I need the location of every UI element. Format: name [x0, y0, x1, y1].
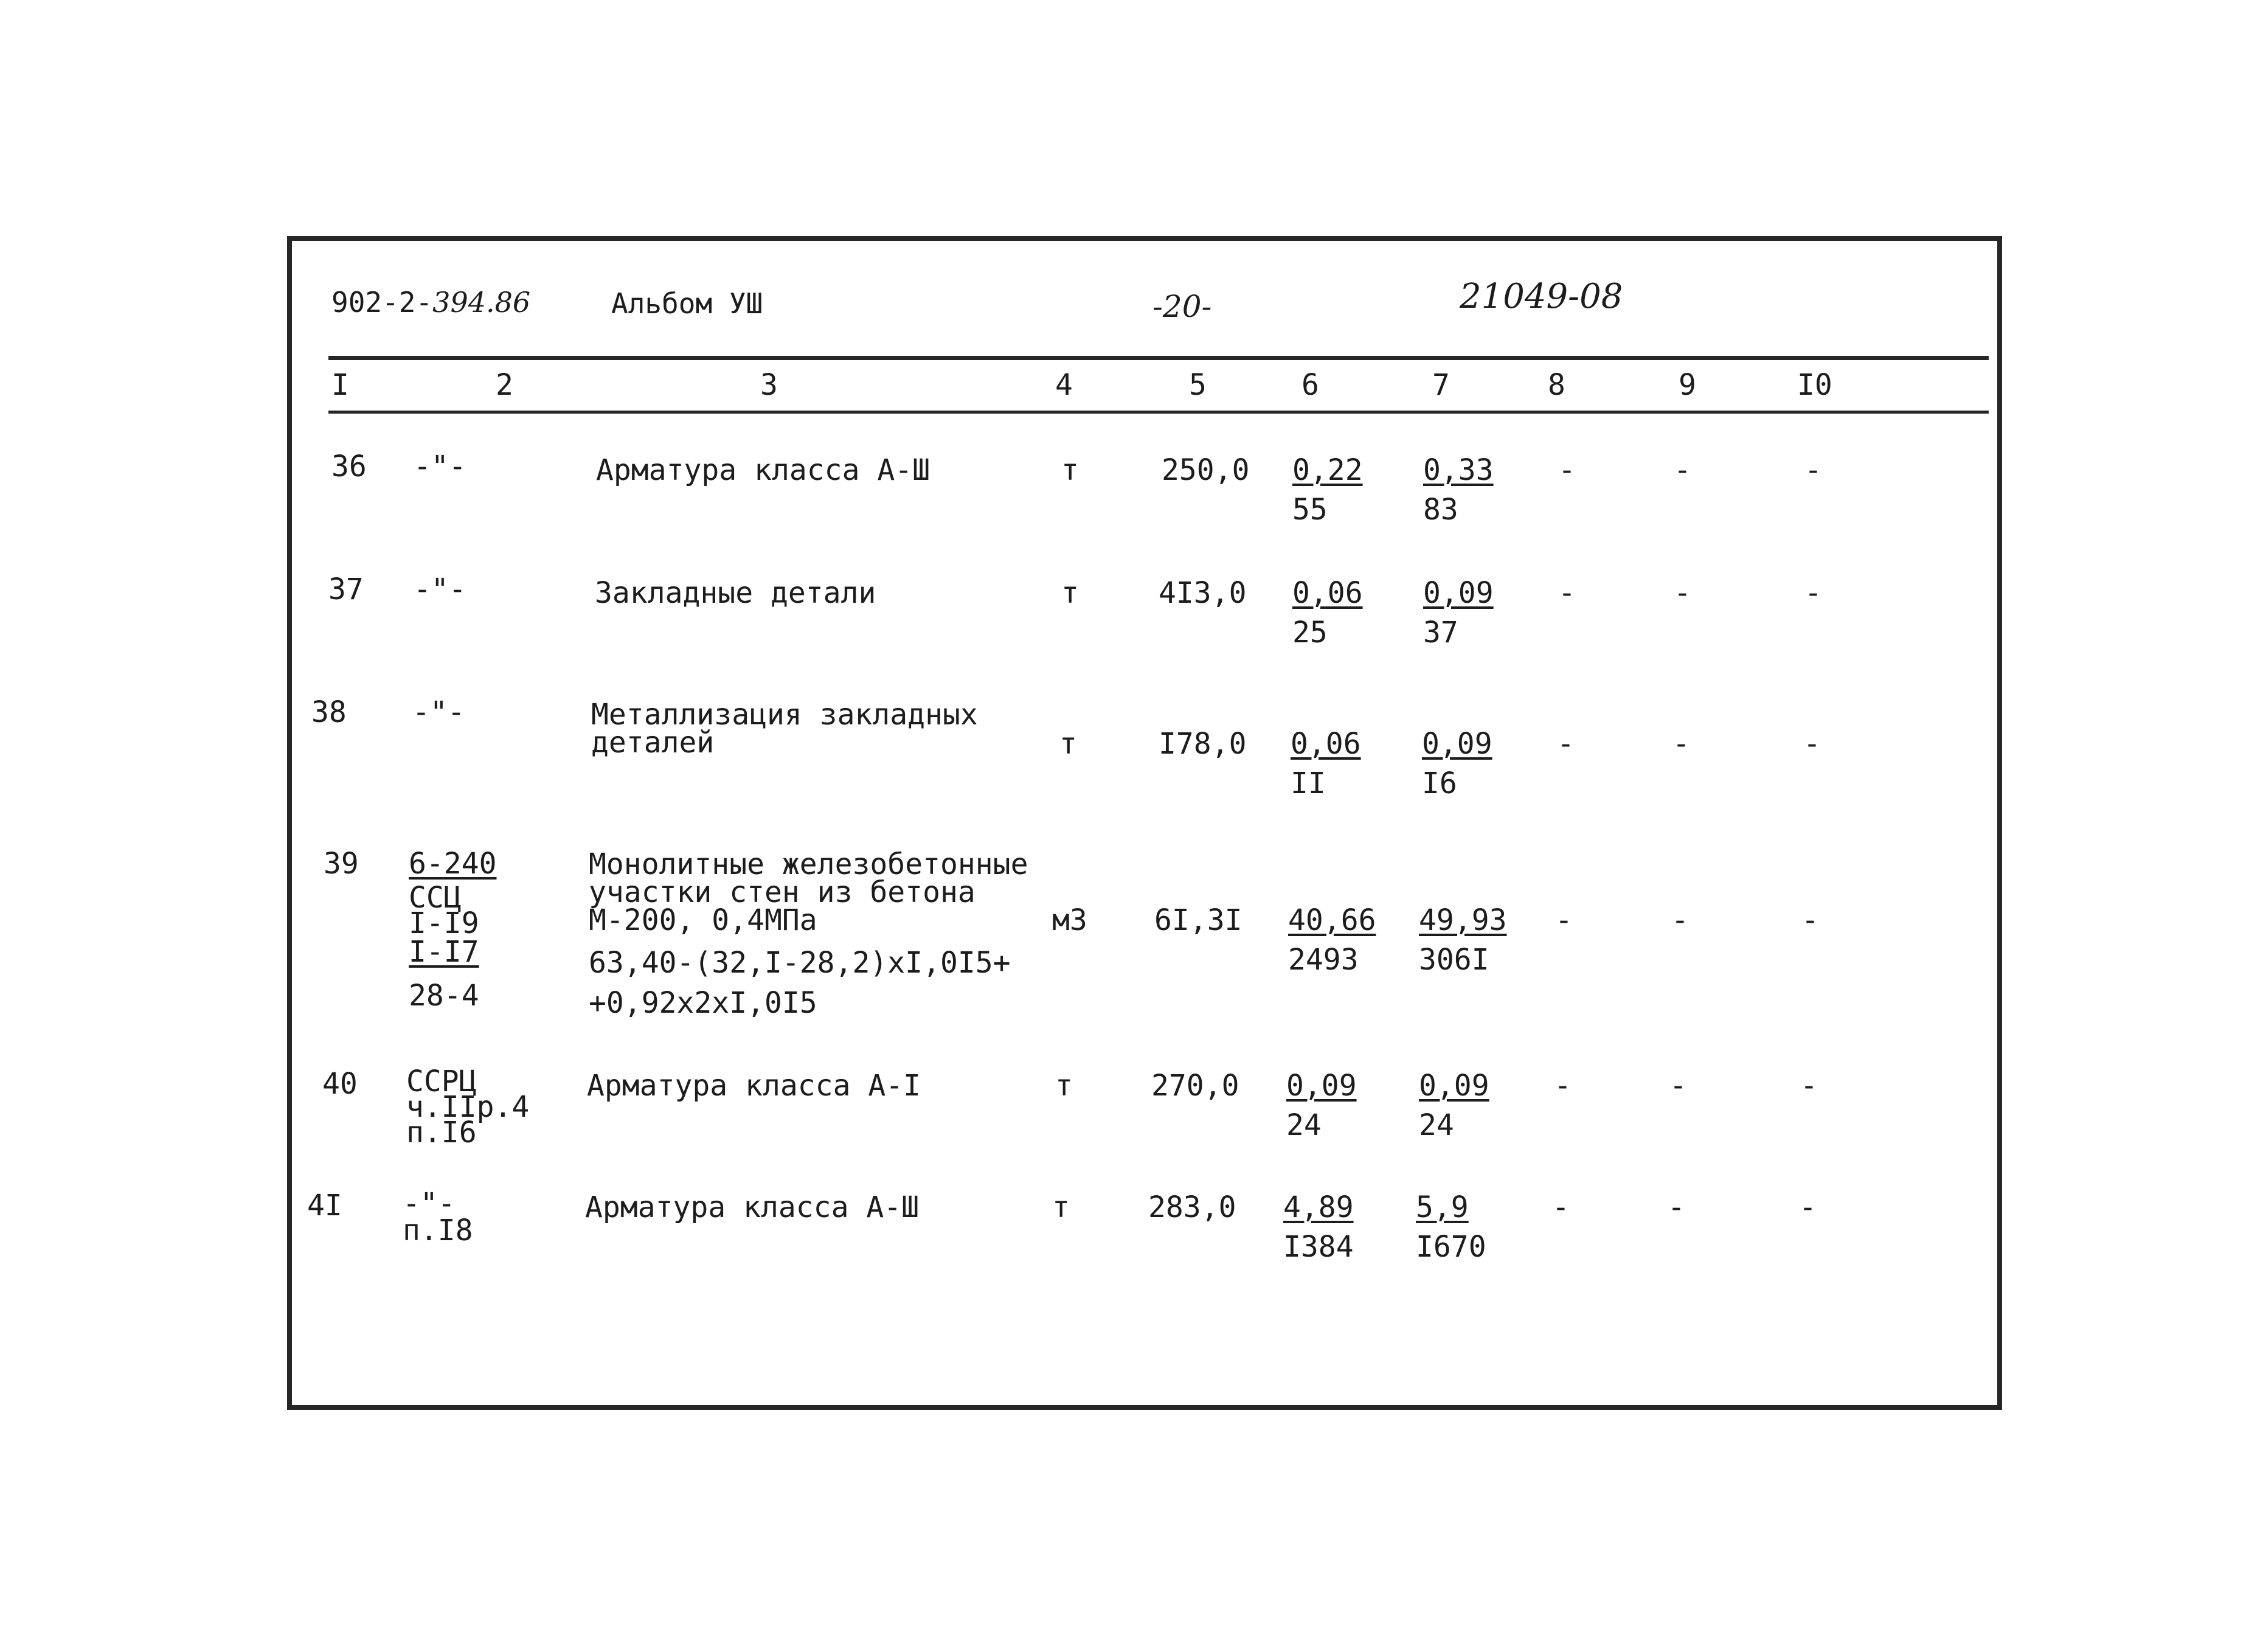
row-col8: - — [1557, 727, 1575, 761]
row-description: Закладные детали — [595, 576, 876, 610]
row-reference: ССРЦ ч.IIр.4 п.I6 — [406, 1064, 530, 1150]
row-col7-value: 0,09 — [1419, 1069, 1489, 1103]
row-col6-value: 0,06 — [1291, 727, 1361, 761]
row-col7-total: 37 — [1423, 616, 1458, 650]
row-quantity: 4I3,0 — [1159, 576, 1247, 610]
row-col6-total: 2493 — [1288, 943, 1359, 977]
album-label: Альбом УШ — [611, 287, 763, 320]
row-col7-value: 5,9 — [1416, 1190, 1469, 1224]
row-col6-value: 0,22 — [1292, 453, 1363, 487]
row-quantity: I78,0 — [1159, 727, 1247, 761]
row-col8: - — [1558, 576, 1576, 610]
row-col6-total: II — [1291, 766, 1326, 800]
col-header-8: 8 — [1548, 368, 1565, 402]
row-col9: - — [1672, 727, 1690, 761]
row-reference: -"- п.I8 — [403, 1187, 473, 1248]
row-reference-detail: ССЦ I-I9 — [409, 881, 479, 940]
row-description: Арматура класса А-I — [587, 1069, 921, 1103]
row-unit: т — [1052, 1190, 1070, 1224]
row-reference-detail-3: 28-4 — [409, 979, 479, 1013]
row-description: Металлизация закладных деталей — [591, 698, 978, 760]
row-col10: - — [1803, 727, 1821, 761]
row-reference: 6-240 — [409, 847, 497, 881]
row-description: Монолитные железобетонные участки стен из бетона М-200, 0,4МПа — [589, 847, 1028, 937]
row-col6-total: 55 — [1292, 493, 1328, 527]
row-col6-total: I384 — [1283, 1230, 1354, 1264]
row-col6-value: 40,66 — [1288, 903, 1376, 937]
col-header-10: I0 — [1797, 368, 1832, 402]
row-col7-value: 0,33 — [1423, 453, 1494, 487]
col-header-6: 6 — [1301, 368, 1319, 402]
row-col9: - — [1671, 903, 1689, 937]
row-number: 39 — [324, 847, 359, 881]
row-description: Арматура класса А-Ш — [596, 453, 930, 487]
row-number: 40 — [322, 1067, 358, 1101]
row-reference-detail-2: I-I7 — [409, 935, 479, 969]
row-description: Арматура класса А-Ш — [585, 1190, 920, 1224]
row-col6-total: 24 — [1286, 1108, 1322, 1142]
row-reference: -"- — [412, 695, 465, 729]
col-header-9: 9 — [1679, 368, 1696, 402]
col-header-1: I — [331, 368, 349, 402]
row-col6-value: 0,09 — [1286, 1069, 1357, 1103]
row-unit: м3 — [1052, 903, 1087, 937]
col-header-7: 7 — [1432, 368, 1450, 402]
row-quantity: 270,0 — [1151, 1069, 1239, 1103]
col-header-5: 5 — [1189, 368, 1207, 402]
row-col7-total: 83 — [1423, 493, 1458, 527]
row-unit: т — [1055, 1069, 1073, 1103]
doc-number: 21049-08 — [1460, 277, 1623, 316]
header-rule-top — [328, 356, 1989, 360]
row-col7-total: I670 — [1416, 1230, 1486, 1264]
row-col10: - — [1800, 1069, 1818, 1103]
doc-code — [331, 286, 530, 319]
row-unit: т — [1059, 727, 1077, 761]
row-col6-total: 25 — [1292, 616, 1328, 650]
row-col9: - — [1674, 453, 1691, 487]
row-col10: - — [1804, 453, 1822, 487]
row-col10: - — [1801, 903, 1819, 937]
row-col9: - — [1674, 576, 1691, 610]
doc-code-printed: 902-2- — [331, 286, 433, 319]
row-number: 37 — [328, 572, 364, 606]
row-quantity: 283,0 — [1148, 1190, 1236, 1224]
row-col7-total: 306I — [1419, 943, 1489, 977]
row-col9: - — [1669, 1069, 1687, 1103]
row-number: 38 — [311, 695, 347, 729]
header-rule-bottom — [328, 411, 1989, 414]
row-col10: - — [1799, 1190, 1817, 1224]
col-header-4: 4 — [1055, 368, 1073, 402]
row-col9: - — [1668, 1190, 1685, 1224]
page-number: -20- — [1152, 289, 1212, 324]
row-number: 36 — [331, 449, 367, 484]
row-col8: - — [1555, 903, 1573, 937]
col-header-3: 3 — [760, 368, 778, 402]
row-col7-total: 24 — [1419, 1108, 1454, 1142]
row-number: 4I — [307, 1189, 342, 1223]
row-reference: -"- — [414, 449, 466, 484]
row-col8: - — [1558, 453, 1576, 487]
row-quantity: 250,0 — [1162, 453, 1250, 487]
doc-code-handwritten: 394.86 — [432, 286, 531, 319]
row-col7-total: I6 — [1422, 766, 1457, 800]
row-col6-value: 0,06 — [1292, 576, 1363, 610]
row-col7-value: 49,93 — [1419, 903, 1507, 937]
row-unit: т — [1061, 576, 1079, 610]
row-unit: т — [1061, 453, 1079, 487]
row-calculation: 63,40-(32,I-28,2)xI,0I5+ +0,92x2xI,0I5 — [589, 946, 1011, 1020]
row-col10: - — [1804, 576, 1822, 610]
row-col7-value: 0,09 — [1423, 576, 1494, 610]
row-reference: -"- — [414, 572, 466, 606]
row-col7-value: 0,09 — [1422, 727, 1492, 761]
row-quantity: 6I,3I — [1154, 903, 1242, 937]
row-col8: - — [1554, 1069, 1572, 1103]
row-col6-value: 4,89 — [1283, 1190, 1354, 1224]
col-header-2: 2 — [496, 368, 513, 402]
row-col8: - — [1552, 1190, 1570, 1224]
